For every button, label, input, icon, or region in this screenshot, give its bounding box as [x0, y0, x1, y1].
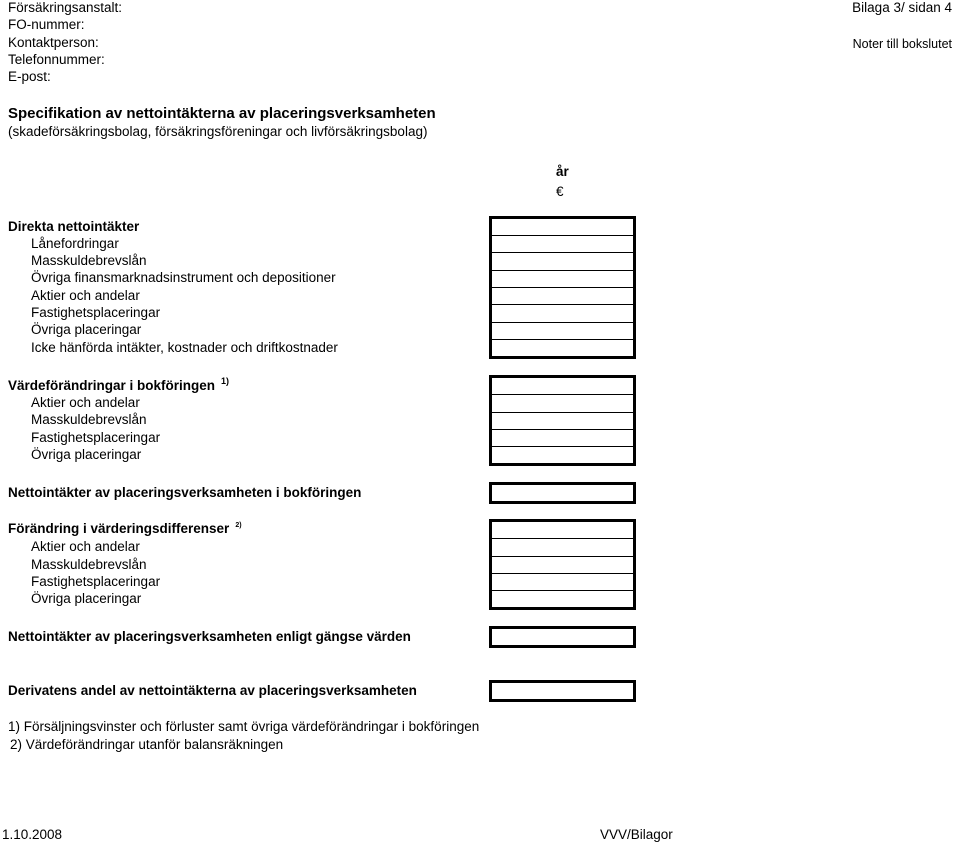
- row-divider: [492, 304, 633, 305]
- section-value-changes-title: [8, 378, 229, 395]
- row-divider: [492, 556, 633, 557]
- footer-ref: VVV/Bilagor: [600, 827, 673, 842]
- value-item: Fastighetsplaceringar: [31, 430, 161, 445]
- row-divider: [492, 235, 633, 236]
- row-divider: [492, 538, 633, 539]
- direct-item: Övriga placeringar: [31, 322, 142, 337]
- column-currency: €: [556, 184, 564, 199]
- fo-number-label: FO-nummer:: [8, 17, 85, 32]
- value-item: Aktier och andelar: [31, 395, 140, 410]
- row-divider: [492, 394, 633, 395]
- row-divider: [492, 322, 633, 323]
- direct-item: Fastighetsplaceringar: [31, 305, 161, 320]
- footnote-2: 2) Värdeförändringar utanför balansräkningen: [10, 737, 284, 752]
- net-fair-cell: [489, 626, 636, 648]
- direct-cells: [489, 216, 636, 359]
- contact-person-label: Kontaktperson:: [8, 35, 99, 50]
- row-divider: [492, 339, 633, 340]
- derivatives-cell: [489, 680, 636, 702]
- row-divider: [492, 252, 633, 253]
- value-item: Övriga placeringar: [31, 447, 142, 462]
- page-subtitle: (skadeförsäkringsbolag, försäkringsföreningar och livförsäkringsbolag): [8, 124, 428, 139]
- notes-label: Noter till bokslutet: [852, 37, 952, 51]
- section-title-text: Värdeförändringar i bokföringen: [8, 378, 216, 393]
- footnote-1: 1) Försäljningsvinster och förluster samt övriga värdeförändringar i bokföringen: [8, 719, 480, 734]
- value-change-cells: [489, 375, 636, 466]
- row-divider: [492, 287, 633, 288]
- valuation-item: Aktier och andelar: [31, 539, 140, 554]
- net-booking-cell: [489, 482, 636, 504]
- section-title-text: Förändring i värderingsdifferenser: [8, 521, 230, 536]
- row-divider: [492, 270, 633, 271]
- derivatives-label: Derivatens andel av nettointäkterna av placeringsverksamheten: [8, 683, 417, 698]
- footnote-ref: 1): [221, 376, 230, 386]
- row-divider: [492, 446, 633, 447]
- section-direct-title: Direkta nettointäkter: [8, 219, 140, 234]
- section-valuation-diff-title: [8, 521, 242, 540]
- row-divider: [492, 590, 633, 591]
- column-year: år: [556, 164, 569, 179]
- email-label: E-post:: [8, 69, 51, 84]
- direct-item: Lånefordringar: [31, 236, 119, 251]
- footer-date: 1.10.2008: [2, 827, 63, 842]
- insurer-label: Försäkringsanstalt:: [8, 0, 123, 15]
- row-divider: [492, 573, 633, 574]
- page-title: Specifikation av nettointäkterna av placeringsverksamheten: [8, 105, 436, 122]
- net-fair-label: Nettointäkter av placeringsverksamheten enligt gängse värden: [8, 629, 411, 644]
- valuation-item: Masskuldebrevslån: [31, 557, 147, 572]
- net-booking-label: Nettointäkter av placeringsverksamheten i bokföringen: [8, 485, 362, 500]
- footnote-ref: 2): [235, 522, 242, 529]
- valuation-item: Fastighetsplaceringar: [31, 574, 161, 589]
- page-indicator: Bilaga 3/ sidan 4: [852, 0, 952, 15]
- direct-item: Masskuldebrevslån: [31, 253, 147, 268]
- valuation-diff-cells: [489, 519, 636, 610]
- direct-item: Aktier och andelar: [31, 288, 140, 303]
- valuation-item: Övriga placeringar: [31, 591, 142, 606]
- value-item: Masskuldebrevslån: [31, 412, 147, 427]
- row-divider: [492, 429, 633, 430]
- phone-label: Telefonnummer:: [8, 52, 105, 67]
- direct-item: Övriga finansmarknadsinstrument och depositioner: [31, 270, 336, 285]
- direct-item: Icke hänförda intäkter, kostnader och driftkostnader: [31, 340, 338, 355]
- row-divider: [492, 412, 633, 413]
